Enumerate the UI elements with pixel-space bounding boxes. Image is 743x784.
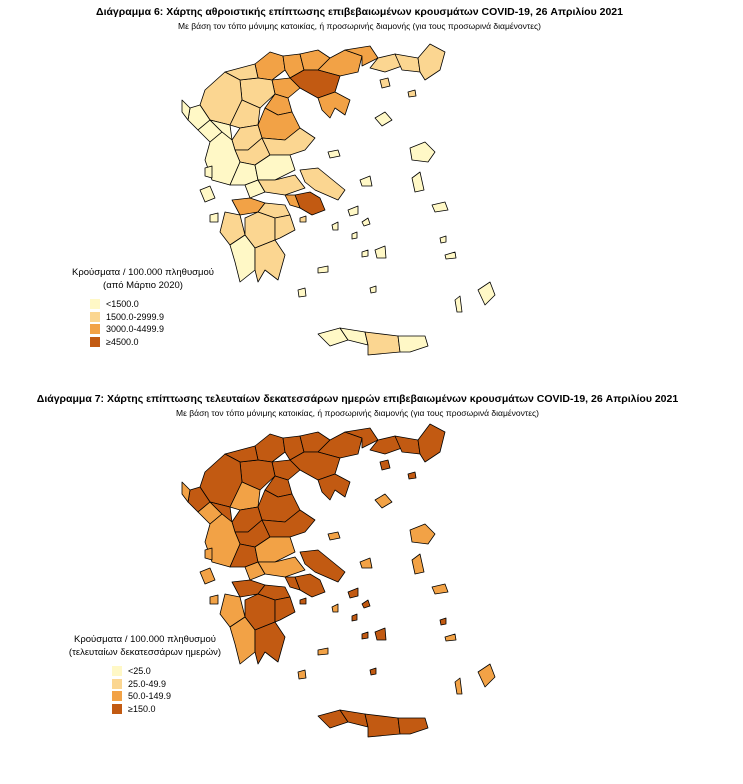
region-aigina (300, 216, 306, 222)
region-lemnos (375, 494, 392, 508)
legend-item (112, 703, 240, 716)
region-kerkyra (182, 100, 190, 120)
region-lesvos (410, 142, 435, 162)
map-subtitle: Με βάση τον τόπο μόνιμης κατοικίας, ή προσωρινής διαμονής (για τους προσωρινά διαμένοντες) (178, 21, 541, 31)
region-andros (348, 588, 358, 598)
map-title: Διάγραμμα 7: Χάρτης επίπτωσης τελευταίων δεκατεσσάρων ημερών επιβεβαιωμένων κρουσμάτων COVID-19, 26 Απριλίου 2021 (36, 393, 679, 405)
legend-item (112, 678, 240, 691)
region-kea (332, 222, 338, 230)
legend-item (90, 336, 228, 349)
region-kriti-lasithi (398, 336, 428, 352)
region-rodos (478, 664, 495, 687)
region-attiki (295, 574, 325, 597)
map-panel-14day (0, 388, 743, 784)
legend-swatch (90, 312, 100, 322)
legend-item (112, 665, 240, 678)
region-kos (445, 634, 456, 641)
region-kea (332, 604, 338, 612)
legend-label: 3000.0-4499.9 (106, 324, 165, 335)
map-panel-cumulative (0, 0, 743, 380)
region-kefalonia (200, 186, 215, 202)
legend-swatch (112, 691, 122, 701)
legend-label: <1500.0 (106, 299, 139, 310)
region-chalkidiki (318, 92, 350, 118)
legend-label: ≥150.0 (128, 703, 156, 714)
legend-title-line2: (από Μάρτιο 2020) (103, 280, 183, 291)
map-legend (50, 633, 240, 715)
region-santorini (370, 668, 376, 675)
region-milos (318, 266, 328, 273)
region-tinos (362, 600, 370, 608)
legend-label: ≥4500.0 (106, 336, 139, 347)
region-lemnos (375, 112, 392, 126)
region-zakynthos (210, 595, 218, 604)
region-syros (352, 232, 357, 239)
region-zakynthos (210, 213, 218, 222)
region-chios (412, 172, 424, 192)
map-legend (58, 266, 228, 348)
legend-item (90, 298, 228, 311)
region-rodos (478, 282, 495, 305)
region-skiros (360, 558, 372, 568)
region-santorini (370, 286, 376, 293)
region-kythira (298, 670, 306, 679)
legend-swatch (112, 704, 122, 714)
region-paros (362, 632, 368, 639)
region-paros (362, 250, 368, 257)
region-lakonia (255, 622, 285, 664)
region-aigina (300, 598, 306, 604)
region-lefkada (205, 548, 212, 560)
region-andros (348, 206, 358, 216)
region-kriti-irakleio (365, 332, 400, 355)
region-lakonia (255, 240, 285, 282)
region-kriti-lasithi (398, 718, 428, 734)
region-lesvos (410, 524, 435, 544)
legend-label: 25.0-49.9 (128, 678, 167, 689)
region-karpathos (455, 296, 462, 312)
region-samothraki (408, 472, 416, 479)
region-kriti-irakleio (365, 714, 400, 737)
region-karpathos (455, 678, 462, 694)
region-chalkidiki (318, 474, 350, 500)
region-thasos (380, 460, 390, 470)
legend-title-line1: Κρούσματα / 100.000 πληθυσμού (72, 267, 214, 278)
map-title: Διάγραμμα 6: Χάρτης αθροιστικής επίπτωσης επιβεβαιωμένων κρουσμάτων COVID-19, 26 Απριλίου 2021 (96, 6, 623, 18)
region-kythira (298, 288, 306, 297)
region-florina (255, 434, 285, 462)
region-lefkada (205, 166, 212, 178)
region-naxos (375, 246, 386, 258)
choropleth-map-greece (0, 388, 743, 784)
region-kos (445, 252, 456, 259)
region-attiki (295, 192, 325, 215)
legend-swatch (112, 679, 122, 689)
legend-item (112, 690, 240, 703)
region-evros (418, 424, 445, 462)
region-kerkyra (182, 482, 190, 502)
region-milos (318, 648, 328, 655)
legend-swatch (90, 324, 100, 334)
legend-swatch (90, 299, 100, 309)
region-kalymnos (440, 618, 446, 625)
region-argolida (275, 215, 295, 240)
region-naxos (375, 628, 386, 640)
region-syros (352, 614, 357, 621)
region-kefalonia (200, 568, 215, 584)
region-sporades (328, 150, 340, 158)
legend-label: <25.0 (128, 666, 151, 677)
region-tinos (362, 218, 370, 226)
legend-swatch (90, 337, 100, 347)
legend-title-line2: (τελευταίων δεκατεσσάρων ημερών) (68, 647, 222, 658)
legend-title-line1: Κρούσματα / 100.000 πληθυσμού (74, 634, 216, 645)
region-samothraki (408, 90, 416, 97)
region-skiros (360, 176, 372, 186)
region-chios (412, 554, 424, 574)
region-rodopi (395, 54, 420, 72)
region-sporades (328, 532, 340, 540)
legend-item (90, 323, 228, 336)
region-kalymnos (440, 236, 446, 243)
region-evros (418, 44, 445, 80)
legend-label: 50.0-149.9 (128, 691, 172, 702)
region-samos (432, 584, 448, 594)
region-argolida (275, 597, 295, 622)
map-subtitle: Με βάση τον τόπο μόνιμης κατοικίας, ή προσωρινής διαμονής (για τους προσωρινά διαμένοντες) (176, 408, 539, 418)
region-thasos (380, 78, 390, 88)
legend-item (90, 311, 228, 324)
region-rodopi (395, 436, 420, 454)
legend-swatch (112, 666, 122, 676)
legend-label: 1500.0-2999.9 (106, 311, 165, 322)
region-florina (255, 52, 285, 80)
region-samos (432, 202, 448, 212)
